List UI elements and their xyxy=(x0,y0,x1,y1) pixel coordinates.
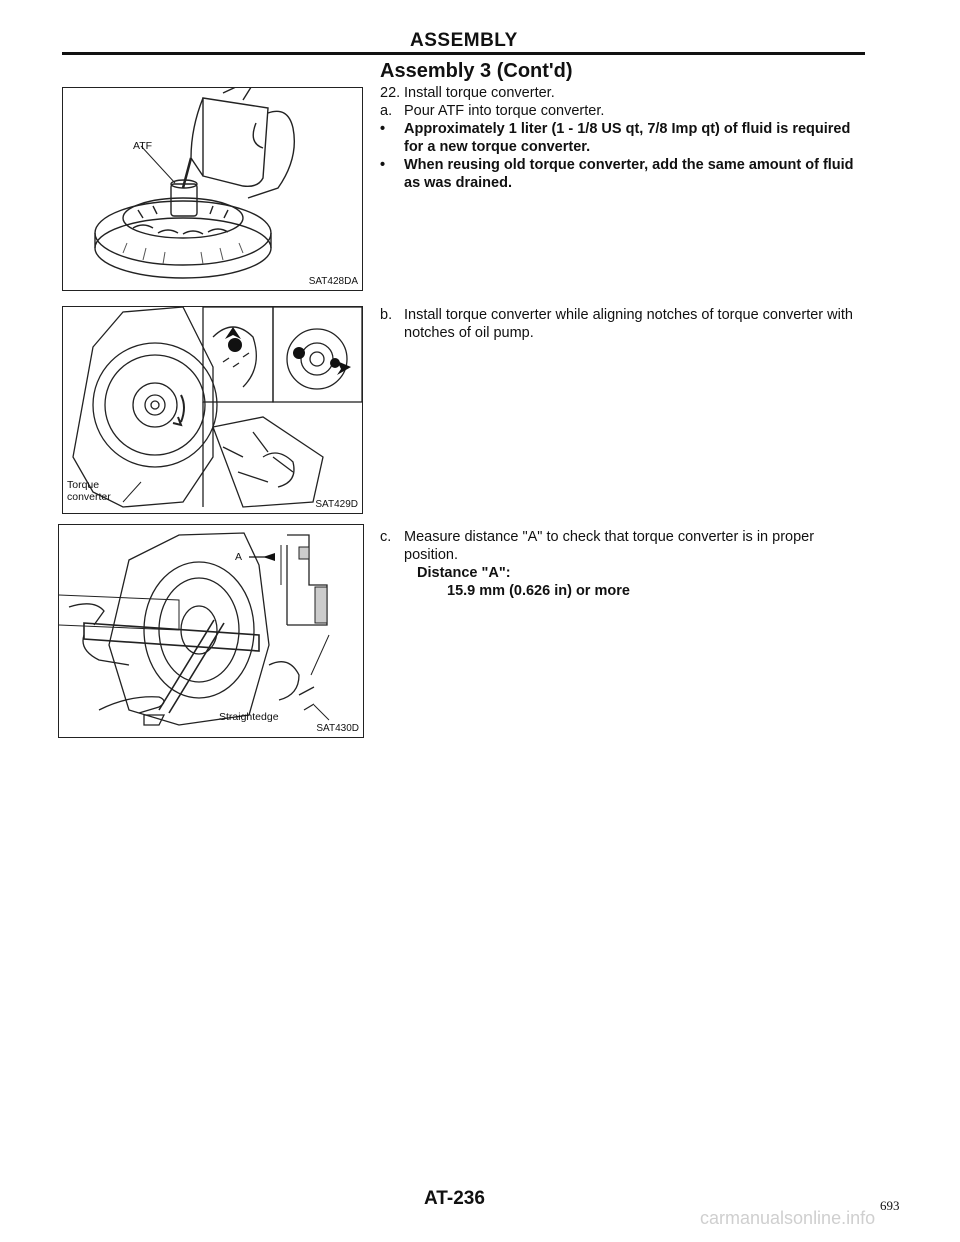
figure-code: SAT430D xyxy=(316,723,359,734)
step-c xyxy=(380,528,870,564)
steps-block-1 xyxy=(380,84,870,192)
spec-value: 15.9 mm (0.626 in) or more xyxy=(447,583,630,599)
steps-block-3 xyxy=(380,528,870,600)
bullet-new-converter xyxy=(380,120,870,156)
page-number: 693 xyxy=(880,1198,900,1213)
atf-pour-illustration xyxy=(63,88,362,290)
step-marker: a. xyxy=(380,103,393,119)
figure-atf-pour xyxy=(62,87,363,291)
step-text: Install torque converter. xyxy=(404,85,555,101)
bullet-marker: • xyxy=(380,121,386,137)
step-a xyxy=(380,102,870,120)
figure-code: SAT429D xyxy=(315,499,358,510)
bullet-text: Approximately 1 liter (1 - 1/8 US qt, 7/8 Imp qt) of fluid is required for a new torque converter. xyxy=(404,121,851,155)
step-marker: 22. xyxy=(380,85,401,101)
step-marker: c. xyxy=(380,529,392,545)
step-text: Pour ATF into torque converter. xyxy=(404,103,605,119)
step-text: Measure distance "A" to check that torque converter is in proper position. xyxy=(404,529,815,563)
bullet-text: When reusing old torque converter, add the same amount of fluid as was drained. xyxy=(404,157,854,191)
label-atf: ATF xyxy=(133,140,153,152)
footer-code: AT-236 xyxy=(424,1188,485,1209)
step-marker: b. xyxy=(380,307,393,323)
label-torque: Torque xyxy=(67,479,100,491)
section-title: Assembly 3 (Cont'd) xyxy=(380,60,573,82)
figure-distance-measure xyxy=(58,524,364,738)
distance-measure-illustration xyxy=(59,525,363,737)
label-torque-converter xyxy=(67,479,111,503)
bullet-old-converter xyxy=(380,156,870,192)
watermark: carmanualsonline.info xyxy=(700,1208,876,1228)
label-straightedge: Straightedge xyxy=(219,711,279,723)
bullet-marker: • xyxy=(380,157,386,173)
figure-code: SAT428DA xyxy=(308,276,358,287)
step-text: Install torque converter while aligning notches of torque converter with notches of oil pump. xyxy=(404,307,853,341)
header-rule xyxy=(62,52,865,55)
label-distance-a: A xyxy=(235,551,243,563)
header-title: ASSEMBLY xyxy=(410,30,518,51)
step-22 xyxy=(380,84,870,102)
spec-label: Distance "A": xyxy=(417,565,511,581)
steps-block-2 xyxy=(380,306,870,342)
step-b xyxy=(380,306,870,342)
figure-converter-install xyxy=(62,306,363,514)
label-converter: converter xyxy=(67,491,111,503)
